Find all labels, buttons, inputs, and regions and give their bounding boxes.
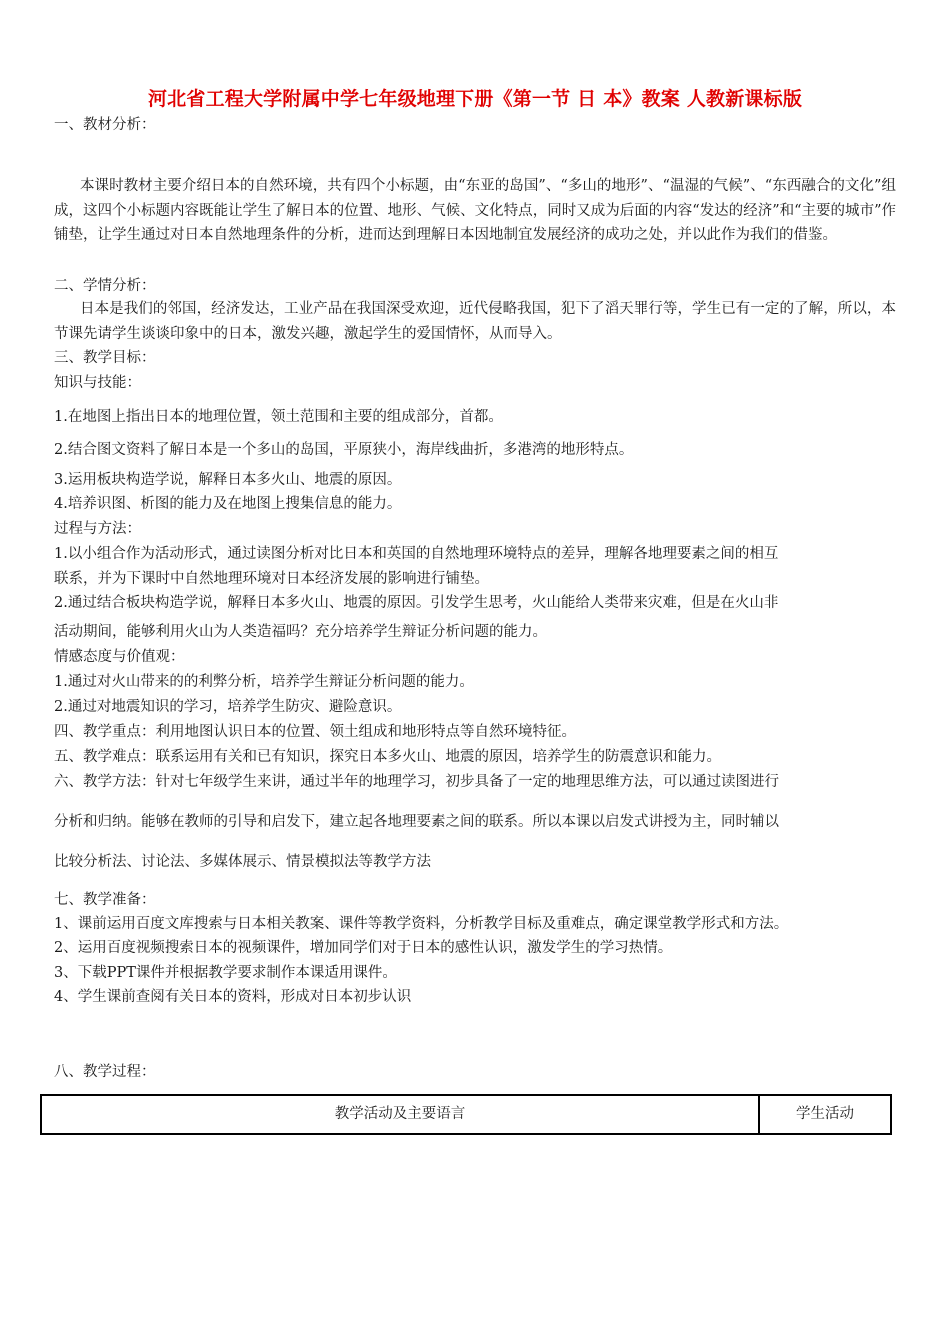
section-teaching-methods-line-2: 分析和归纳。能够在教师的引导和启发下，建立起各地理要素之间的联系。所以本课以启发式讲授为主，同时辅以 — [54, 814, 779, 830]
subheading-knowledge-skills: 知识与技能： — [54, 375, 141, 391]
prep-item-1: 1、课前运用百度文库搜索与日本相关教案、课件等教学资料，分析教学目标及重难点，确定课堂教学形式和方法。 — [54, 916, 789, 932]
textbook-analysis-paragraph: 本课时教材主要介绍日本的自然环境，共有四个小标题，由“东亚的岛国”、“多山的地形”、“温湿的气候”、“东西融合的文化”组成，这四个小标题内容既能让学生了解日本的位置、地形、气候、文化特点，同时又成为后面的内容“发达的经济”和“主要的城市”作铺垫，让学生通过对日本自然地理条件的分析，进而达到理解日本因地制宜发展经济的成功之处，并以此作为我们的借鉴。 — [54, 178, 896, 243]
process-item-1-line-1: 1.以小组合作为活动形式，通过读图分析对比日本和英国的自然地理环境特点的差异，理解各地理要素之间的相互 — [54, 546, 779, 562]
document-title: 河北省工程大学附属中学七年级地理下册《第一节 日 本》教案 人教新课标版 — [147, 88, 803, 110]
section-teaching-methods-line-3: 比较分析法、讨论法、多媒体展示、情景模拟法等教学方法 — [54, 854, 431, 870]
prep-item-2: 2、运用百度视频搜索日本的视频课件，增加同学们对于日本的感性认识，激发学生的学习热情。 — [54, 940, 673, 956]
section-heading-teaching-goals: 三、教学目标： — [54, 350, 156, 366]
process-item-1-line-2: 联系，并为下课时中自然地理环境对日本经济发展的影响进行铺垫。 — [54, 571, 489, 587]
subheading-process-methods: 过程与方法： — [54, 521, 141, 537]
subheading-emotion-values: 情感态度与价值观： — [54, 649, 185, 665]
section-heading-teaching-prep: 七、教学准备： — [54, 892, 156, 908]
table-header-student-activity: 学生活动 — [759, 1095, 891, 1134]
student-analysis-paragraph: 日本是我们的邻国，经济发达，工业产品在我国深受欢迎，近代侵略我国，犯下了滔天罪行等，学生已有一定的了解，所以，本节课先请学生谈谈印象中的日本，激发兴趣，激起学生的爱国情怀，从而导入。 — [54, 301, 896, 342]
process-item-2-line-1: 2.通过结合板块构造学说，解释日本多火山、地震的原因。引发学生思考，火山能给人类带来灾难，但是在火山非 — [54, 595, 779, 611]
section-teaching-difficulty: 五、教学难点：联系运用有关和已有知识，探究日本多火山、地震的原因，培养学生的防震意识和能力。 — [54, 749, 721, 765]
prep-item-4: 4、学生课前查阅有关日本的资料，形成对日本初步认识 — [54, 989, 412, 1005]
teaching-process-table — [40, 1094, 892, 1135]
knowledge-item-1: 1.在地图上指出日本的地理位置，领土范围和主要的组成部分，首都。 — [54, 409, 503, 425]
section-heading-teaching-process: 八、教学过程： — [54, 1064, 156, 1080]
knowledge-item-3: 3.运用板块构造学说，解释日本多火山、地震的原因。 — [54, 472, 402, 488]
section-heading-textbook-analysis: 一、教材分析： — [54, 117, 156, 133]
process-item-2-line-2: 活动期间，能够利用火山为人类造福吗？充分培养学生辩证分析问题的能力。 — [54, 624, 547, 640]
table-header-teaching-activity: 教学活动及主要语言 — [41, 1095, 759, 1134]
knowledge-item-4: 4.培养识图、析图的能力及在地图上搜集信息的能力。 — [54, 496, 402, 512]
emotion-item-1: 1.通过对火山带来的的利弊分析，培养学生辩证分析问题的能力。 — [54, 674, 474, 690]
prep-item-3: 3、下载PPT课件并根据教学要求制作本课适用课件。 — [54, 965, 397, 981]
emotion-item-2: 2.通过对地震知识的学习，培养学生防灾、避险意识。 — [54, 699, 402, 715]
section-heading-student-analysis: 二、学情分析： — [54, 278, 156, 294]
table-header-row — [41, 1095, 891, 1134]
section-teaching-focus: 四、教学重点：利用地图认识日本的位置、领土组成和地形特点等自然环境特征。 — [54, 724, 576, 740]
knowledge-item-2: 2.结合图文资料了解日本是一个多山的岛国，平原狭小，海岸线曲折，多港湾的地形特点。 — [54, 442, 634, 458]
section-teaching-methods-line-1: 六、教学方法：针对七年级学生来讲，通过半年的地理学习，初步具备了一定的地理思维方法，可以通过读图进行 — [54, 774, 779, 790]
